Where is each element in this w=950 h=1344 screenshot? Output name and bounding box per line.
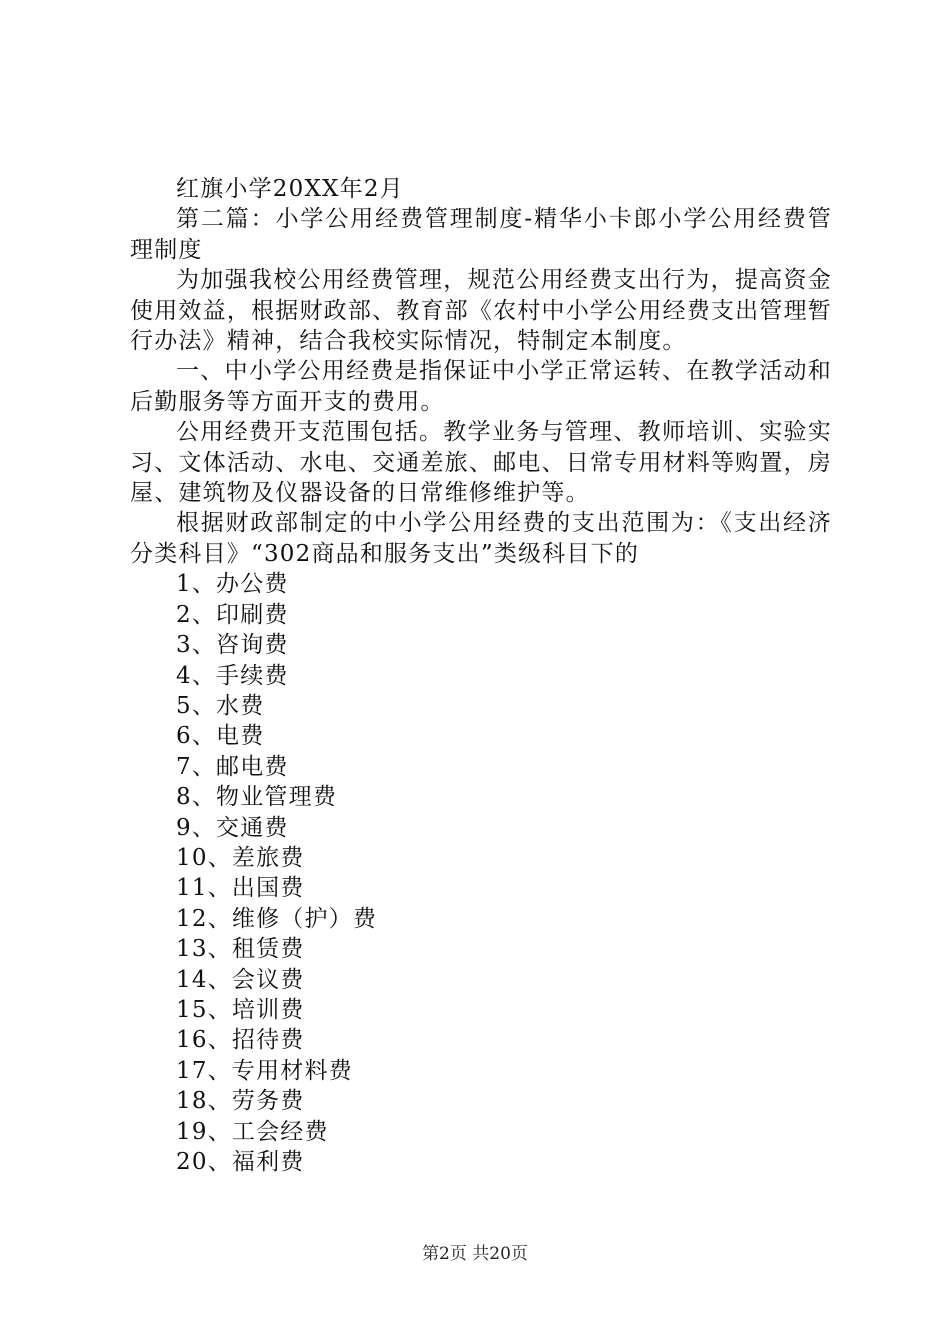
list-item: 18、劳务费 [176,1088,305,1115]
body-paragraph: 为加强我校公用经费管理，规范公用经费支出行为，提高资金使用效益，根据财政部、教育部《农村中小学公用经费支出管理暂行办法》精神，结合我校实际情况，特制定本制度。 [130,267,832,355]
list-item: 8、物业管理费 [176,784,338,811]
body-paragraph: 公用经费开支范围包括。教学业务与管理、教师培训、实验实习、文体活动、水电、交通差旅、邮电、日常专用材料等购置，房屋、建筑物及仪器设备的日常维修维护等。 [130,419,832,507]
list-item: 1、办公费 [176,571,289,598]
list-item: 2、印刷费 [176,601,289,628]
list-item: 7、邮电费 [176,753,289,780]
document-body [130,174,832,1177]
section-heading: 第二篇：小学公用经费管理制度-精华小卡郎小学公用经费管理制度 [130,206,832,263]
list-item: 19、工会经费 [176,1118,329,1145]
page-number: 第2页 [422,1244,467,1264]
page-footer [0,1243,950,1265]
list-item: 5、水费 [176,692,265,719]
date-line: 红旗小学20XX年2月 [176,176,404,202]
list-item: 20、福利费 [176,1149,305,1175]
list-item: 9、交通费 [176,814,289,841]
list-item: 4、手续费 [176,662,289,689]
list-item: 11、出国费 [176,875,305,902]
list-item: 10、差旅费 [176,844,305,871]
list-item: 12、维修（护）费 [176,905,378,932]
list-item: 15、培训费 [176,996,305,1023]
page-total: 共20页 [472,1244,528,1264]
body-paragraph: 一、中小学公用经费是指保证中小学正常运转、在教学活动和后勤服务等方面开支的费用。 [130,358,832,415]
list-item: 3、咨询费 [176,632,289,659]
list-item: 17、专用材料费 [176,1057,353,1084]
list-item: 14、会议费 [176,966,305,993]
list-item: 16、招待费 [176,1027,305,1054]
body-paragraph: 根据财政部制定的中小学公用经费的支出范围为：《支出经济分类科目》“302商品和服务支出”类级科目下的 [130,510,832,567]
expense-list [130,569,832,1177]
list-item: 6、电费 [176,723,265,750]
list-item: 13、租赁费 [176,936,305,963]
